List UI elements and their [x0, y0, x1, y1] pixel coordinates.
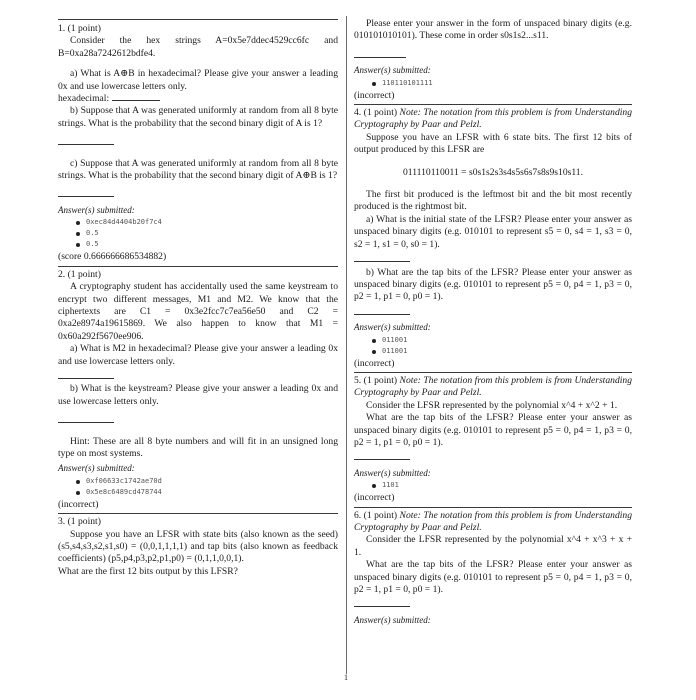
problem-4-note: Note: The notation from this problem is from Understanding Cryptography by Paar and Pelzl.	[354, 107, 633, 131]
problem-5-question: What are the tap bits of the LFSR? Please enter your answer as unspaced binary digits (e.g. 010101 to represent p5 = 0, p4 = 1, p3 = 0, p2 = 1, p1 = 0, p0 = 1).	[354, 412, 632, 448]
problem-3-question: What are the first 12 bits output by this LFSR?	[58, 565, 238, 577]
problem-5	[354, 375, 632, 505]
submitted-answer: 0xf06633c1742ae70d	[76, 476, 338, 487]
problem-1-part-c: c) Suppose that A was generated uniformly at random from all 8 byte strings. What is the probability that the second binary digit of A⊕B is 1?	[58, 157, 338, 182]
problem-3	[58, 516, 338, 578]
problem-2-intro: A cryptography student has accidentally used the same keystream to encrypt two different messages, M1 and M2. We know that the ciphertexts are C1 = 0x3e2fcc7c7ea56e50 and C2 = 0xa2e8974a19615869. We also happen to know that M1 = 0x60a292f5670ee906.	[58, 281, 338, 342]
problem-4b-answer-blank	[354, 314, 410, 315]
problem-1-part-a-field	[58, 93, 338, 105]
left-column	[58, 18, 338, 578]
problem-3-continued	[354, 18, 632, 102]
problem-2-header: 2. (1 point)	[58, 268, 101, 280]
problem-1-part-b: b) Suppose that A was generated uniformly at random from all 8 byte strings. What is the probability that the second binary digit of A is 1?	[58, 105, 338, 129]
problem-6-intro: Consider the LFSR represented by the polynomial x^4 + x^3 + x + 1.	[354, 534, 632, 558]
problem-5-status: (incorrect)	[354, 492, 395, 504]
submitted-answer: 011001	[372, 346, 632, 357]
submitted-answer: 0xec84d4404b20f7c4	[76, 217, 338, 228]
problem-3-rule	[58, 513, 338, 514]
problem-2a-answer-blank	[58, 378, 114, 379]
problem-5-intro: Consider the LFSR represented by the polynomial x^4 + x^2 + 1.	[366, 399, 618, 411]
problem-5-header: 5. (1 point)	[354, 374, 398, 386]
problem-1-answer-list	[76, 217, 338, 250]
problem-6-rule	[354, 507, 632, 508]
problem-4-part-b: b) What are the tap bits of the LFSR? Please enter your answer as unspaced binary digits (e.g. 010101 to represent p5 = 0, p4 = 1, p3 = 0, p2 = 1, p1 = 0, p0 = 1).	[354, 266, 632, 303]
problem-3-header: 3. (1 point)	[58, 516, 101, 528]
problem-6-answer-blank	[354, 606, 410, 607]
problem-4-intro: Suppose you have an LFSR with 6 state bits. The first 12 bits of output produced by this LFSR are	[354, 131, 632, 156]
problem-6-title	[354, 510, 632, 535]
submitted-answer: 011001	[372, 335, 632, 346]
problem-5-title	[354, 375, 632, 400]
hexadecimal-label: hexadecimal:	[58, 93, 110, 105]
problem-2	[58, 269, 338, 512]
problem-1-intro: Consider the hex strings A=0x5e7ddec4529cc6fc and B=0xa28a7242612bdfe4.	[58, 35, 338, 59]
problem-1c-answer-blank	[58, 196, 114, 197]
submitted-answer: 110110101111	[372, 78, 632, 89]
problem-4-explain: The first bit produced is the leftmost bit and the bit most recently produced is the rightmost bit.	[354, 189, 632, 213]
right-column	[354, 18, 632, 626]
answers-submitted-heading: Answer(s) submitted:	[354, 322, 431, 333]
answers-submitted-heading: Answer(s) submitted:	[354, 467, 431, 478]
problem-1a-answer-blank	[112, 100, 160, 101]
problem-4-output-formula: 011110110011 = s0s1s2s3s4s5s6s7s8s9s10s11.	[403, 166, 583, 178]
problem-1	[58, 23, 338, 264]
problem-4	[354, 107, 632, 370]
submitted-answer: 0.5	[76, 239, 338, 250]
problem-2b-answer-blank	[58, 422, 114, 423]
answers-submitted-heading: Answer(s) submitted:	[354, 65, 431, 76]
problem-6-note: Note: The notation from this problem is from Understanding Cryptography by Paar and Pelzl.	[354, 509, 633, 533]
problem-2-part-b: b) What is the keystream? Please give your answer a leading 0x and use lowercase letters only.	[58, 383, 338, 407]
column-divider	[346, 16, 347, 674]
problem-1-part-a: a) What is A⊕B in hexadecimal? Please give your answer a leading 0x and use lowercase letters only.	[58, 68, 338, 92]
problem-1-header: 1. (1 point)	[58, 23, 101, 34]
answers-submitted-heading: Answer(s) submitted:	[354, 614, 431, 625]
problem-5-note: Note: The notation from this problem is from Understanding Cryptography by Paar and Pelzl.	[354, 374, 633, 399]
submitted-answer: 0.5	[76, 228, 338, 239]
problem-3-intro: Suppose you have an LFSR with state bits (also known as the seed) (s5,s4,s3,s2,s1,s0) = (0,0,1,1,1,1) and tap bits (also known as feedback coefficients) (p5,p4,p3,p2,p1,p0) = (0,1,1,0,0,1).	[58, 528, 338, 565]
problem-2-hint: Hint: These are all 8 byte numbers and will fit in an unsigned long type on most systems.	[58, 435, 338, 459]
problem-1-rule	[58, 19, 338, 20]
problem-5-answer-list	[372, 480, 632, 491]
problem-3-answer-list	[372, 78, 632, 89]
answers-submitted-heading: Answer(s) submitted:	[58, 204, 135, 215]
answers-submitted-heading: Answer(s) submitted:	[58, 463, 135, 474]
problem-4a-answer-blank	[354, 261, 410, 262]
problem-3-instruction: Please enter your answer in the form of unspaced binary digits (e.g. 010101010101). These come in order s0s1s2...s11.	[354, 18, 632, 42]
page-number: 1	[344, 673, 348, 682]
problem-1b-answer-blank	[58, 144, 114, 145]
problem-1-score: (score 0.666666686534882)	[58, 251, 167, 263]
problem-4-part-a: a) What is the initial state of the LFSR? Please enter your answer as unspaced binary digits (e.g. 010101 to represent s5 = 0, s4 = 1, s3 = 0, s2 = 1, s1 = 0, s0 = 1).	[354, 213, 632, 250]
problem-2-answer-list	[76, 476, 338, 498]
problem-3-status: (incorrect)	[354, 89, 395, 101]
problem-2-status: (incorrect)	[58, 498, 99, 510]
problem-5-rule	[354, 372, 632, 373]
problem-4-rule	[354, 104, 632, 105]
problem-2-part-a: a) What is M2 in hexadecimal? Please give your answer a leading 0x and use lowercase letters only.	[58, 343, 338, 367]
problem-4-header: 4. (1 point)	[354, 107, 398, 119]
problem-4-title	[354, 107, 632, 132]
problem-5-answer-blank	[354, 459, 410, 460]
problem-4-status: (incorrect)	[354, 357, 395, 369]
problem-6-question: What are the tap bits of the LFSR? Please enter your answer as unspaced binary digits (e.g. 010101 to represent p5 = 0, p4 = 1, p3 = 0, p2 = 1, p1 = 0, p0 = 1).	[354, 559, 632, 596]
problem-3-answer-blank	[354, 57, 406, 58]
problem-4-answer-list	[372, 335, 632, 357]
problem-2-rule	[58, 266, 338, 267]
submitted-answer: 0x5e8c6489cd478744	[76, 487, 338, 498]
problem-6	[354, 510, 632, 627]
submitted-answer: 1101	[372, 480, 632, 491]
problem-6-header: 6. (1 point)	[354, 509, 398, 521]
